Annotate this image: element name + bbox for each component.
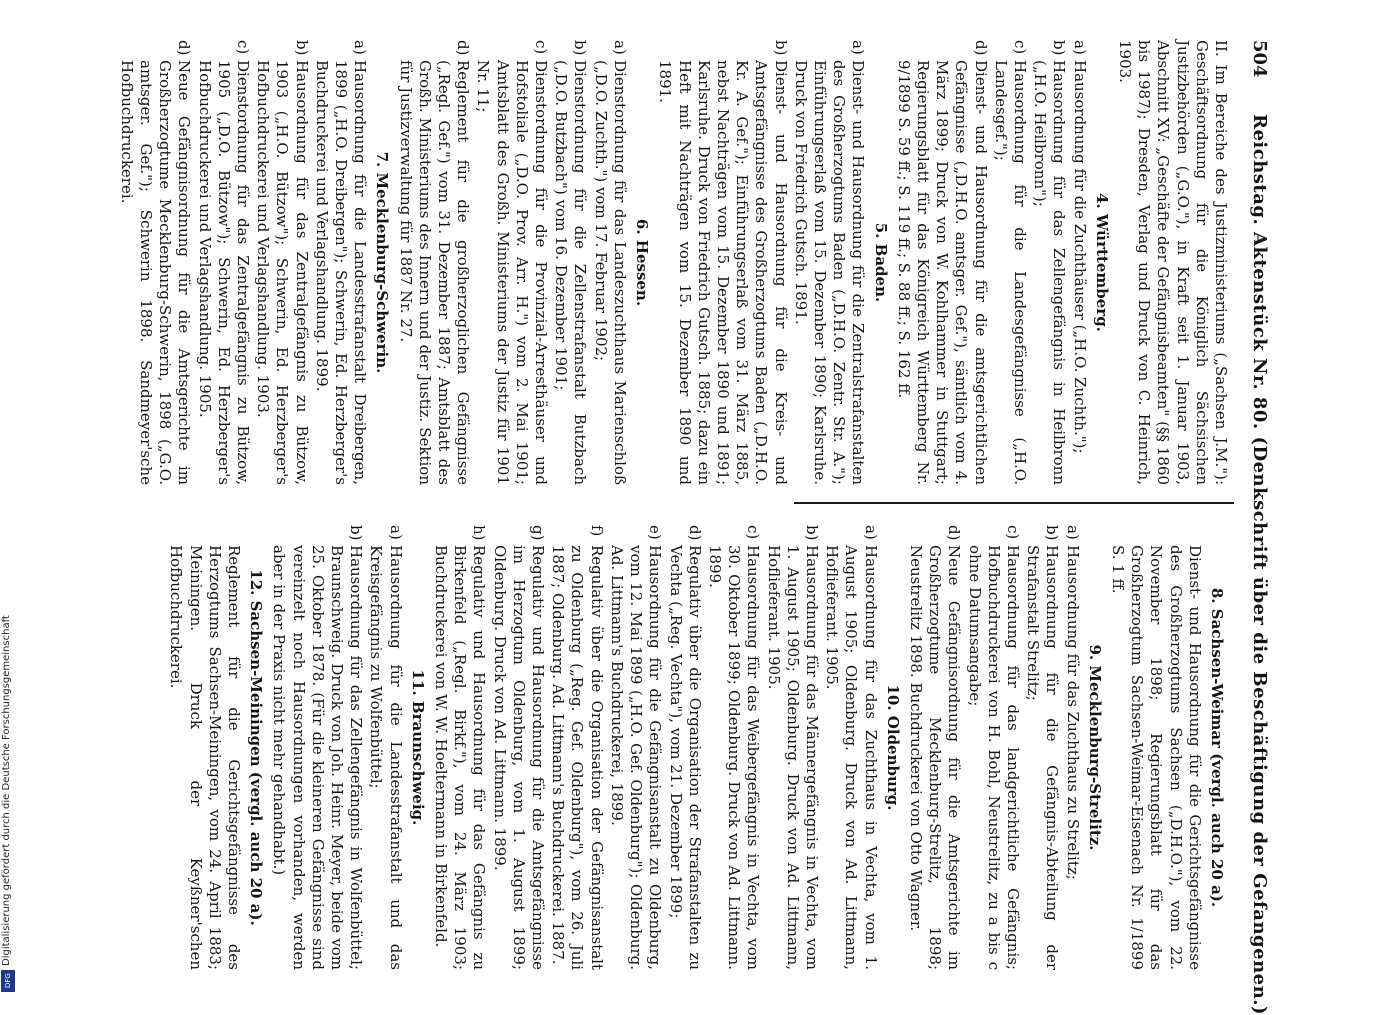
list-item: [548, 525, 606, 970]
item-text: Hausordnung für das landgerichtliche Gefängnis; Hofbuchdruckerei von H. Bohl, Neustrelitz, zu a bis c ohne Datumsangabe;: [965, 545, 1022, 970]
item-text: Dienst- und Hausordnung für die Kreis- und Amtsgefängnisse des Großherzogtums Baden („D.H.O. Kr. A. Gef."); Einführungserlaß vom 31. März 1885, nebst Nachträgen vom 15. Dezember 1890 und 1891; Karlsruhe. Druck von Friedrich Gutsch. 1885; dazu ein Heft mit Nachträgen vom 15. Dezember 1890 und 1891.: [656, 60, 790, 485]
list-item: [894, 40, 990, 485]
list-item: [1108, 525, 1204, 970]
item-label: b): [571, 40, 590, 56]
list-item: [194, 40, 252, 485]
list-item: [655, 40, 789, 485]
item-text: Hausordnung für die Landesstrafanstalt Dreibergen, 1899 („H.O. Dreibergen"); Schwerin, Ed. Herzberger's Buchdruckerei und Verlagshandlung. 1899.: [312, 60, 370, 485]
list-item: [665, 525, 703, 970]
item-text: Dienstordnung für das Zentralgefängnis zu Bützow, 1905 („D.O. Bützow"); Schwerin, Ed. Herzberger's Hofbuchdruckerei und Verlagshandlung. 1905.: [195, 60, 253, 485]
column-divider: [794, 502, 1234, 504]
item-text: Hausordnung für die Gefängnisanstalt zu Oldenburg, vom 12. Mai 1899 („H.O. Gef. Oldenburg"); Oldenburg. Ad. Littmann's Buchdruckerei, 1899.: [607, 545, 665, 970]
item-label: a): [1070, 40, 1089, 55]
item-label: c): [234, 40, 253, 55]
item-label: a): [610, 40, 629, 55]
item-text: Dienst- und Hausordnung für die Zentralstrafanstalten des Großherzogtums Baden („D.H.O. Zentr. Str. A."); Einführungserlaß vom 15. Dezember 1890; Karlsruhe. Druck von Friedrich Gutsch. 1891.: [791, 60, 868, 485]
item-label: d): [454, 40, 473, 56]
item-label: a): [849, 40, 868, 55]
section-heading: 6. Hessen.: [633, 218, 652, 307]
item-text: Regulativ über die Organisation der Strafanstalten zu Vechta („Reg. Vechta"), vom 21. Dezember 1899;: [666, 545, 704, 970]
item-text: Reglement für die Gerichtsgefängnisse des Herzogtums Sachsen-Meiningen, vom 24. April 1883; Meiningen. Druck der Keyßner'schen Hofbuchdruckerei.: [167, 545, 244, 970]
list-item: [166, 525, 243, 970]
item-label: c): [744, 525, 763, 540]
item-text: Hausordnung für das Weibergefängnis in Vechta, vom 30. Oktober 1899; Oldenburg. Druck von Ad. Littmann. 1899.: [705, 545, 763, 970]
item-label: b): [347, 525, 366, 541]
item-text: Hausordnung für das Zellengefängnis in Heilbronn („H.O. Heilbronn");: [1031, 60, 1069, 485]
item-label: c): [1003, 525, 1022, 540]
list-item: [395, 40, 472, 485]
list-item: [1069, 40, 1088, 485]
item-text: Regulativ und Hausordnung für das Gefängnis zu Birkenfeld („Regl. Birkf."), vom 24. März 1903; Buchdruckerei von W. W. Hoeltermann in Birkenfeld.: [432, 545, 489, 970]
item-text: Dienstordnung für das Landeszuchthaus Marienschloß („D.O. Zuchth.") vom 17. Februar 1902;: [591, 60, 629, 485]
list-item: [269, 525, 365, 970]
item-label: b): [802, 525, 821, 541]
list-item: [551, 40, 589, 485]
digitization-credit: Digitalisierung gefördert durch die Deutsche Forschungsgemeinschaft: [1, 615, 12, 966]
list-item: [1030, 40, 1068, 485]
item-label: d): [945, 525, 964, 541]
item-text: Hausordnung für das Zentralgefängnis zu Bützow, 1903 („H.O. Bützow"); Schwerin, Ed. Herzberger's Hofbuchdruckerei und Verlagshandlung. 1903.: [254, 60, 311, 485]
section-heading: 7. Mecklenburg-Schwerin.: [373, 151, 392, 374]
item-text: Hausordnung für die Landesstrafanstalt und das Kreisgefängnis zu Wolfenbüttel;: [367, 545, 405, 970]
item-label: a): [861, 525, 880, 540]
section-heading: 12. Sachsen-Meiningen (vergl. auch 20 a).: [247, 569, 266, 926]
list-item: [991, 40, 1029, 485]
item-label: c): [532, 40, 551, 55]
section-heading: 10. Oldenburg.: [883, 684, 902, 811]
item-label: e): [646, 525, 665, 540]
list-item: [822, 525, 880, 970]
item-text: Hausordnung für die Landesgefängnisse („H.O. Landesgef.");: [991, 60, 1029, 485]
list-item: [591, 40, 629, 485]
item-label: b): [1050, 40, 1069, 56]
item-text: Hausordnung für das Zuchthaus zu Strelitz;: [1063, 545, 1082, 880]
item-label: d): [971, 40, 990, 56]
item-label: a): [386, 525, 405, 540]
item-text: Regulativ und Hausordnung für die Amtsgefängnisse im Herzogtum Oldenburg, vom 1. August 1899; Oldenburg. Druck von Ad. Littmann. 1899.: [490, 545, 548, 970]
item-label: b): [1043, 525, 1062, 541]
item-text: Neue Gefängnisordnung für die Amtsgerichte im Großherzogtume Mecklenburg-Strelitz, 1898; Neustrelitz 1898. Buchdruckerei von Otto Wagner.: [906, 545, 964, 970]
list-item: [253, 40, 311, 485]
list-item: [906, 525, 964, 970]
item-text: Dienstordnung für die Provinzial-Arresthäuser und Hofstoliale („D.O. Prov. Arr. H.") vom 2. Mai 1901; Amtsblatt des Großh. Ministeriums der Justiz für 1901 Nr. 11;: [474, 60, 551, 485]
list-item: [964, 525, 1022, 970]
section-heading: 9. Mecklenburg-Strelitz.: [1085, 644, 1104, 851]
item-text: Dienst- und Hausordnung für die amtsgerichtlichen Gefängnisse („D.H.O. amtsger. Gef."), sämtlich vom 4. März 1899; Druck von W. Kohlhammer in Stuttgart; Regierungsblatt für das Königreich Württemberg Nr. 9/1899 S. 59 ff.; S. 119 ff.; S. 88 ff.; S. 162 ff.: [894, 60, 990, 485]
list-item: [1023, 525, 1061, 970]
item-label: h): [470, 525, 489, 541]
list-item: [705, 525, 763, 970]
list-item: [1062, 525, 1081, 970]
item-label: d): [685, 525, 704, 541]
list-item: [473, 40, 550, 485]
item-text: Hausordnung für die Gefängnis-Abteilung der Strafanstalt Strelitz;: [1024, 545, 1062, 970]
item-label: d): [175, 40, 194, 56]
list-item: [366, 525, 404, 970]
intro-paragraph: II. Im Bereiche des Justizministeriums („Sachsen J.M."): Geschäftsordnung für die Königlich Sächsischen Justizbehörden („G.O."), in Kraft seit 1. Januar 1903, Abschnitt XV: „Geschäfte der Gefängnisbeamten" (§§ 1860 bis 1987); Dresden, Verlag und Druck von C. Heinrich, 1903.: [1115, 40, 1230, 485]
page-header: [1240, 40, 1270, 1015]
list-item: [117, 40, 194, 485]
right-column: [165, 525, 1230, 970]
item-text: Neue Gefängnisordnung für die Amtsgerichte im Großherzogtume Mecklenburg-Schwerin, 1898 („G.O. amtsger. Gef."); Schwerin 1898. Sandmeyer'sche Hofbuchdruckerei.: [117, 60, 194, 485]
item-text: Dienstordnung für die Zellenstrafanstalt Butzbach („D.O. Butzbach") vom 16. Dezember 1901;: [552, 60, 590, 485]
item-text: Hausordnung für die Zuchthäuser („H.O. Zuchth.");: [1070, 60, 1089, 454]
item-text: Regulativ über die Organisation der Gefängnisanstalt zu Oldenburg („Reg. Gef. Oldenburg"), vom 26. Juli 1887; Oldenburg. Ad. Littmann's Buchdruckerei. 1887.: [549, 545, 606, 970]
item-text: Dienst- und Hausordnung für die Gerichtsgefängnisse des Großherzogtums Sachsen („D.H.O."), vom 22. November 1898; Regierungsblatt für das Großherzogtum Sachsen-Weimar-Eisenach Nr. 1/1899 S. 1 ff.: [1108, 545, 1204, 970]
section-heading: 11. Braunschweig.: [408, 669, 427, 826]
section-heading: 8. Sachsen-Weimar (vergl. auch 20 a).: [1208, 587, 1226, 908]
item-label: a): [351, 40, 370, 55]
item-text: Hausordnung für das Männergefängnis in Vechta, vom 1. August 1905; Oldenburg. Druck von Ad. Littmann, Hoflieferant. 1905.: [764, 545, 821, 970]
dfg-logo: DFG: [1, 970, 15, 992]
list-item: [431, 525, 489, 970]
item-label: g): [529, 525, 548, 541]
section-heading: 5. Baden.: [871, 222, 890, 303]
list-item: [763, 525, 821, 970]
section-heading: 4. Württemberg.: [1092, 193, 1111, 332]
item-text: Hausordnung für das Zuchthaus in Vechta, vom 1. August 1905; Oldenburg. Druck von Ad. Littmann, Hoflieferant. 1905.: [823, 545, 880, 970]
list-item: [312, 40, 370, 485]
item-label: f): [587, 525, 606, 537]
list-item: [489, 525, 547, 970]
item-text: Reglement für die großherzoglichen Gefängnisse („Regl. Gef.") vom 31. Dezember 1887; Amtsblatt des Großh. Ministeriums des Innern und der Justiz. Sektion für Justizverwaltung für 1887 Nr. 27.: [396, 60, 473, 485]
item-text: Hausordnung für das Zellengefängnis in Wolfenbüttel; Braunschweig. Druck von Joh. Heinr. Meyer, beide vom 25. Oktober 1878. (Für die kleineren Gefängnisse sind vereinzelt noch Hausordnungen vorhanden, werden aber in der Praxis nicht mehr gehandhabt.): [270, 545, 366, 970]
page-number: 504: [1249, 40, 1270, 78]
list-item: [607, 525, 665, 970]
page-title: Reichstag. Aktenstück Nr. 80. (Denkschrift über die Beschäftigung der Gefangenen.): [1249, 114, 1270, 1015]
item-label: a): [1063, 525, 1082, 540]
item-label: b): [292, 40, 311, 56]
list-item: [791, 40, 868, 485]
left-column: [116, 40, 1230, 485]
left-sections: [117, 40, 1111, 485]
right-sections: [166, 525, 1226, 970]
item-label: b): [771, 40, 790, 56]
item-label: c): [1010, 40, 1029, 55]
